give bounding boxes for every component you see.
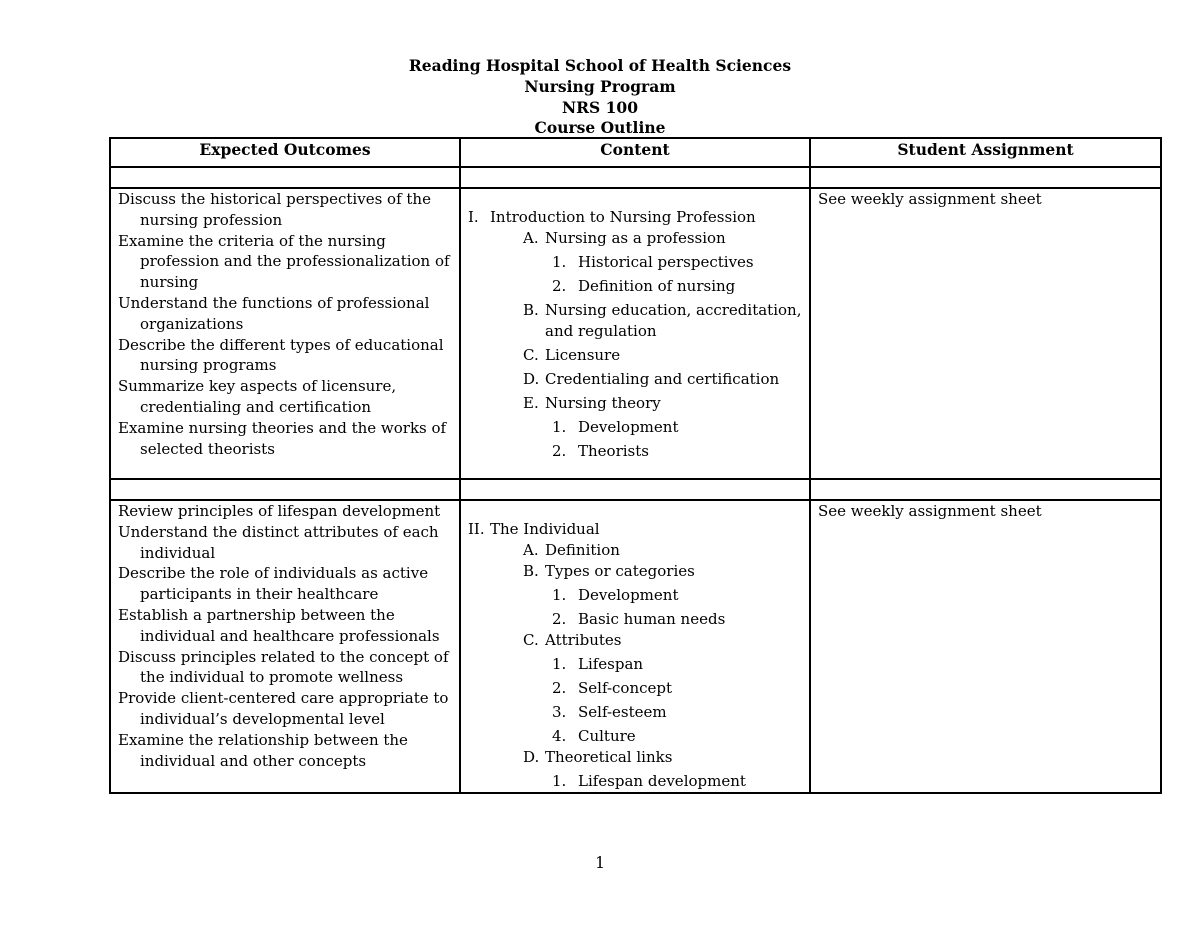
document-header — [0, 56, 1200, 139]
outcome-item: Provide client-centered care appropriate to individual’s developmental level — [118, 689, 449, 728]
content-item: 3. Self-esteem — [552, 703, 667, 721]
content-item: B. Nursing education, accreditation, — [523, 301, 802, 319]
spacer-row — [110, 167, 1161, 188]
program-name: Nursing Program — [524, 76, 676, 96]
outcome-item: Understand the distinct attributes of each individual — [118, 522, 439, 562]
content-item: E. Nursing theory — [523, 394, 661, 412]
content-item: A. Nursing as a profession — [523, 229, 726, 247]
section-row — [110, 188, 1161, 479]
outcome-item: Discuss principles related to the concept of the individual to promote wellness — [118, 647, 449, 687]
content-item: 2. Theorists — [552, 442, 649, 460]
outcomes-cell — [110, 500, 460, 793]
content-item: B. Types or categories — [523, 562, 695, 580]
outcome-item: Understand the functions of professional organizations — [118, 293, 430, 333]
column-header-outcomes: Expected Outcomes — [110, 138, 460, 167]
course-code: NRS 100 — [562, 97, 638, 117]
content-list — [468, 189, 802, 462]
content-item: 2. Self-concept — [552, 679, 673, 697]
spacer-row — [110, 479, 1161, 500]
content-item: D. Credentialing and certification — [523, 370, 780, 388]
assignment-text: See weekly assignment sheet — [818, 502, 1042, 520]
content-list — [468, 501, 802, 792]
content-item: 1. Development — [552, 586, 679, 604]
outcome-item: Discuss the historical perspectives of the nursing profession — [118, 190, 431, 229]
content-item: 4. Culture — [552, 727, 636, 745]
outcome-item: Examine nursing theories and the works of selected theorists — [118, 418, 447, 458]
outcome-item: Describe the different types of educational nursing programs — [118, 335, 444, 375]
content-item: 1. Historical perspectives — [552, 253, 754, 271]
outcome-item: Describe the role of individuals as active participants in their healthcare — [118, 564, 429, 604]
outcomes-cell — [110, 188, 460, 479]
content-cell — [460, 188, 810, 479]
content-item: C. Attributes — [523, 631, 622, 649]
outcome-item: Review principles of lifespan development — [118, 502, 441, 520]
content-item: 1. Development — [552, 418, 679, 436]
section-row — [110, 500, 1161, 793]
column-header-content: Content — [460, 138, 810, 167]
content-item: I. Introduction to Nursing Profession — [468, 208, 756, 226]
outcome-item: Establish a partnership between the individual and healthcare professionals — [118, 605, 440, 645]
content-item-continuation: and regulation — [545, 322, 657, 340]
outcome-item: Summarize key aspects of licensure, credentialing and certification — [118, 377, 397, 416]
assignment-text: See weekly assignment sheet — [818, 190, 1042, 208]
assignment-cell — [810, 188, 1161, 479]
content-item: 2. Basic human needs — [552, 610, 726, 628]
content-cell — [460, 500, 810, 793]
outcome-item: Examine the criteria of the nursing profession and the professionalization of nursing — [118, 231, 450, 292]
content-item: A. Definition — [523, 541, 620, 559]
table-header-row — [110, 138, 1161, 167]
outcome-item: Examine the relationship between the individual and other concepts — [118, 730, 408, 770]
content-item: 1. Lifespan development — [552, 772, 746, 790]
column-header-assignment: Student Assignment — [810, 138, 1161, 167]
document-title: Course Outline — [534, 118, 666, 138]
content-item: C. Licensure — [523, 346, 621, 364]
course-outline-table — [109, 137, 1162, 794]
assignment-cell — [810, 500, 1161, 793]
content-item: II. The Individual — [468, 520, 600, 538]
school-name: Reading Hospital School of Health Sciences — [408, 56, 792, 75]
content-item: D. Theoretical links — [523, 748, 673, 766]
content-item: 2. Definition of nursing — [552, 277, 736, 295]
content-item: 1. Lifespan — [552, 655, 644, 673]
page-number: 1 — [595, 854, 605, 872]
